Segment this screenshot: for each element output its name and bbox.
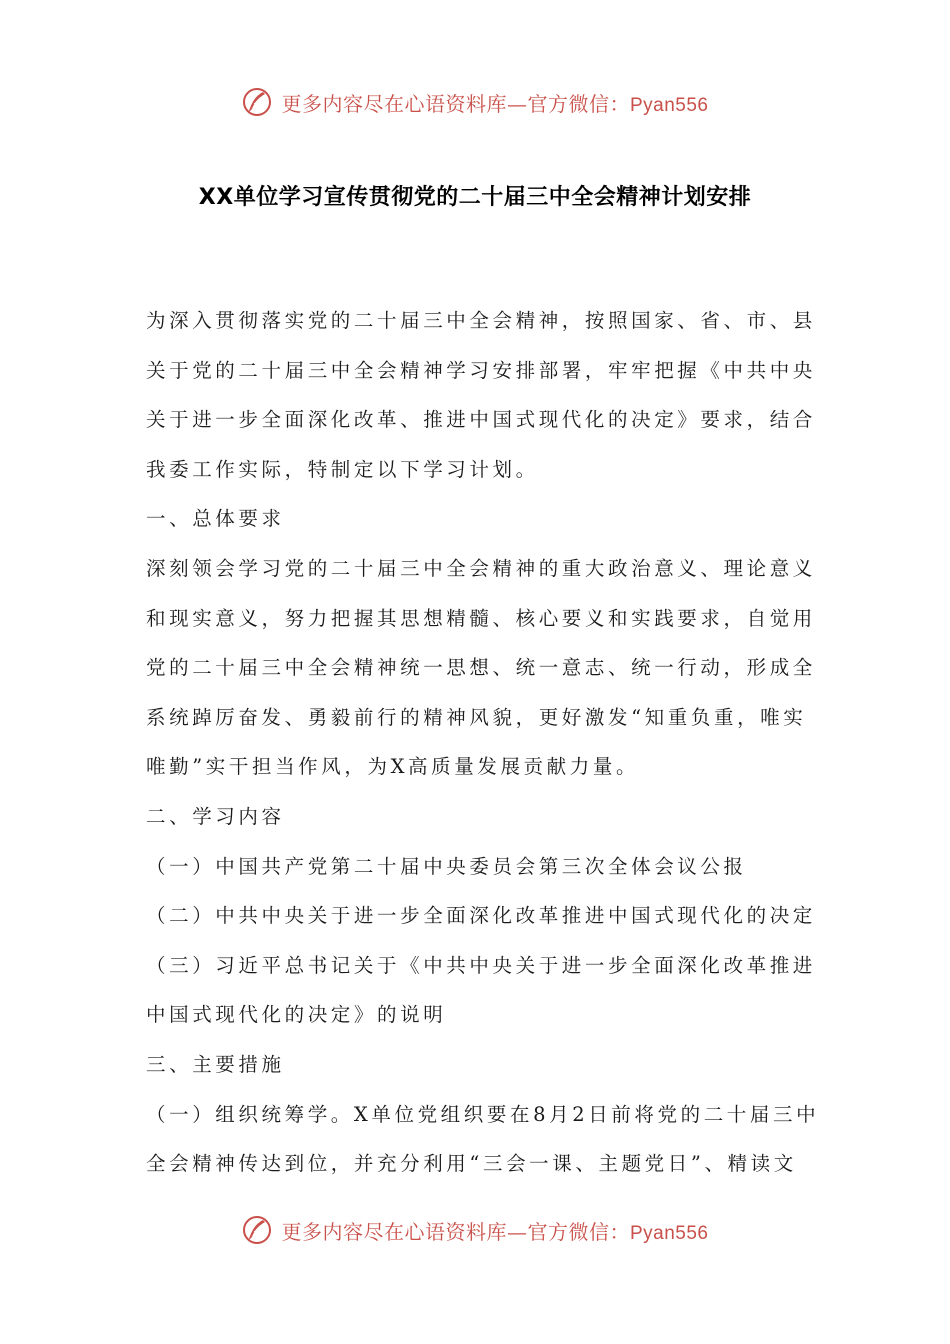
body-line: 关于党的二十届三中全会精神学习安排部署，牢牢把握《中共中央	[146, 358, 816, 382]
header-watermark	[0, 82, 950, 122]
body-line: 和现实意义，努力把握其思想精髓、核心要义和实践要求，自觉用	[146, 606, 816, 630]
body-line: 为深入贯彻落实党的二十届三中全会精神，按照国家、省、市、县	[146, 309, 816, 332]
footer-watermark	[0, 1210, 950, 1250]
document-body	[146, 296, 820, 1189]
quill-pen-logo-icon	[241, 1214, 273, 1246]
list-item: 中国式现代化的决定》的说明	[146, 1003, 447, 1027]
body-line: 党的二十届三中全会精神统一思想、统一意志、统一行动，形成全	[146, 656, 816, 680]
section-heading: 一、总体要求	[146, 507, 285, 531]
watermark-handle: Pyan556	[629, 94, 709, 116]
section-heading: 三、主要措施	[146, 1052, 285, 1076]
document-title: XX单位学习宣传贯彻党的二十届三中全会精神计划安排	[198, 185, 752, 210]
body-line: 唯勤”实干担当作风，为X高质量发展贡献力量。	[146, 755, 640, 779]
section-heading: 二、学习内容	[146, 804, 285, 828]
watermark-text: 更多内容尽在心语资料库—官方微信：Pyan556	[281, 1219, 709, 1244]
watermark-text: 更多内容尽在心语资料库—官方微信：Pyan556	[281, 91, 709, 116]
list-item: （三）习近平总书记关于《中共中央关于进一步全面深化改革推进	[146, 953, 816, 977]
body-line: 关于进一步全面深化改革、推进中国式现代化的决定》要求，结合	[146, 408, 816, 432]
quill-pen-logo-icon	[241, 86, 273, 118]
body-line: 我委工作实际，特制定以下学习计划。	[146, 457, 539, 481]
body-line: 系统踔厉奋发、勇毅前行的精神风貌，更好激发“知重负重，唯实	[146, 705, 807, 729]
body-line: 深刻领会学习党的二十届三中全会精神的重大政治意义、理论意义	[146, 556, 816, 580]
list-item: （一）中国共产党第二十届中央委员会第三次全体会议公报	[146, 854, 747, 878]
body-line: （一）组织统筹学。X单位党组织要在8月2日前将党的二十届三中	[146, 1102, 820, 1126]
list-item: （二）中共中央关于进一步全面深化改革推进中国式现代化的决定	[146, 904, 816, 928]
body-line: 全会精神传达到位，并充分利用“三会一课、主题党日”、精读文	[146, 1152, 797, 1176]
watermark-handle: Pyan556	[629, 1222, 709, 1244]
